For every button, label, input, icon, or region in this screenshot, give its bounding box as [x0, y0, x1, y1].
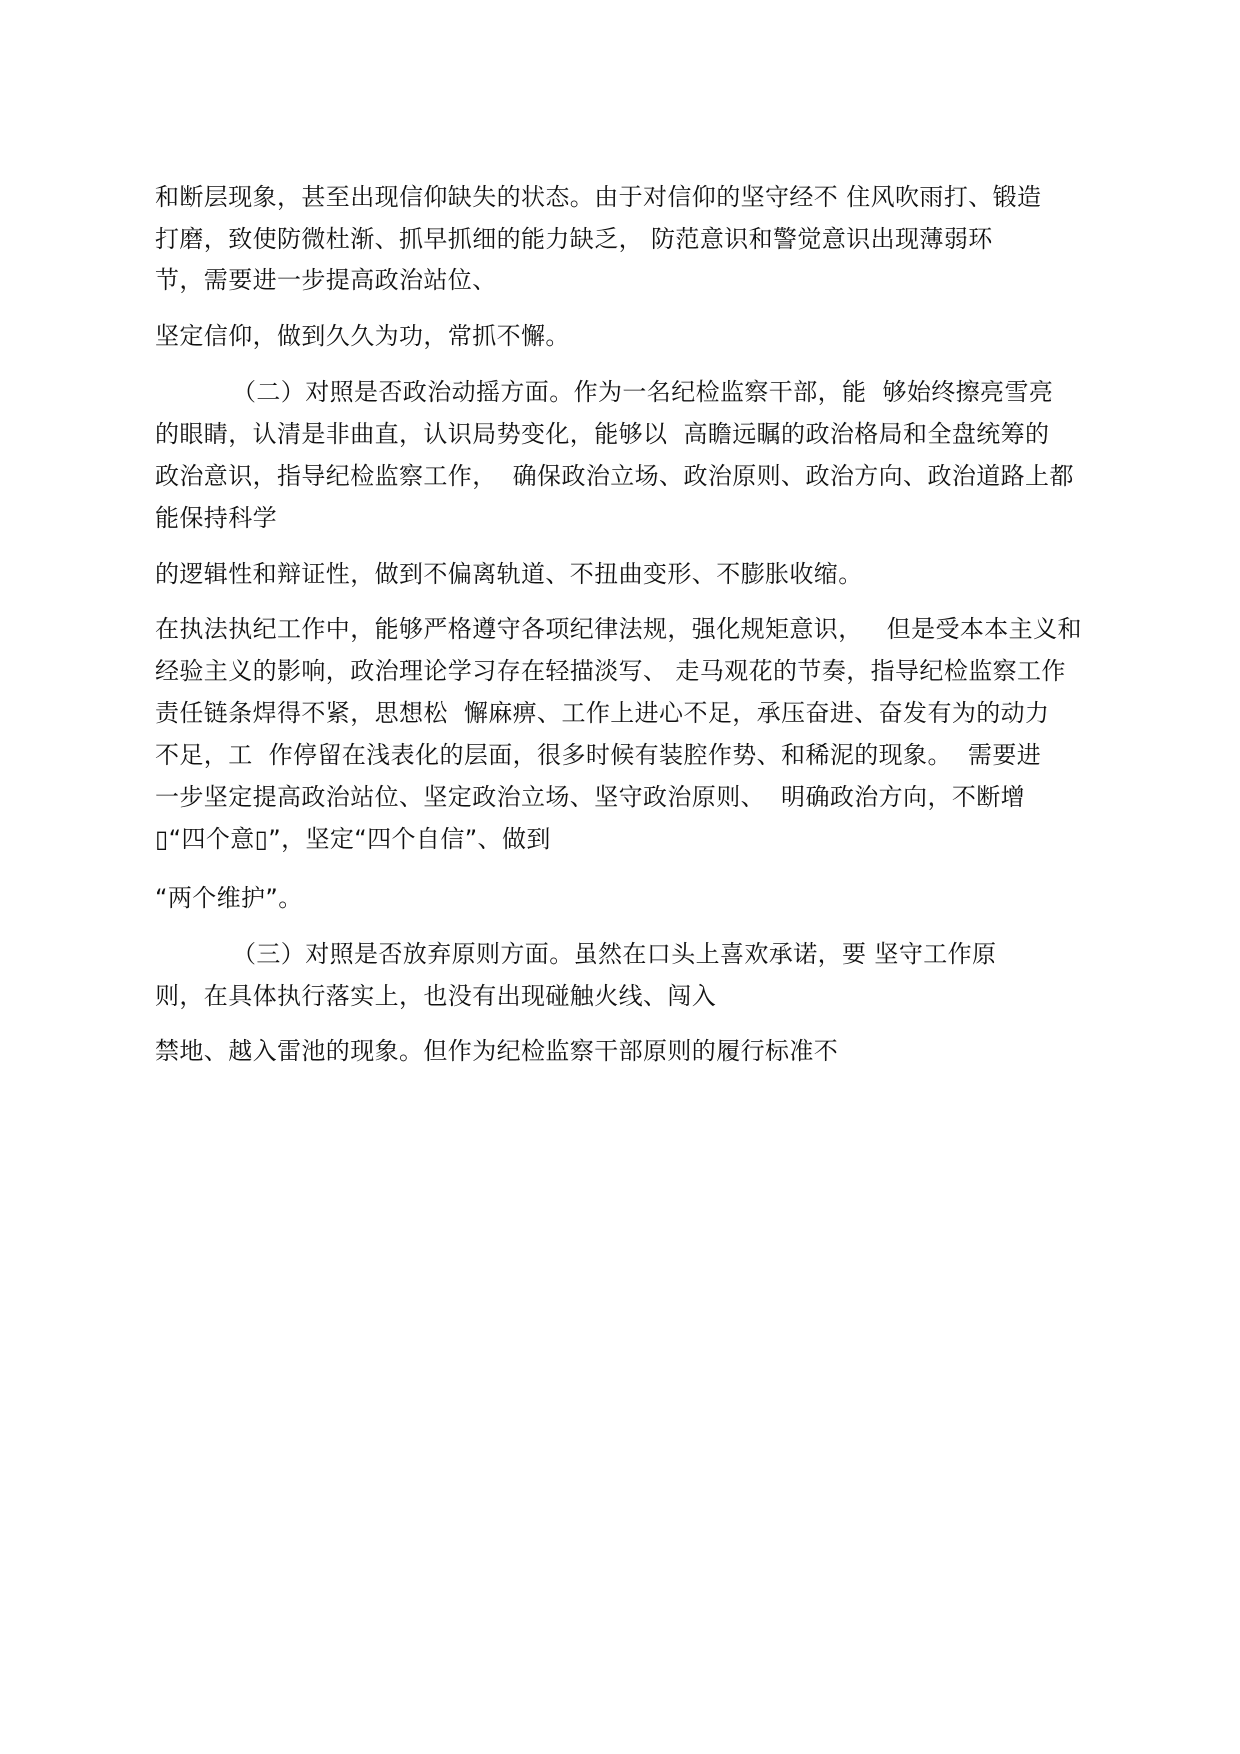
- text-line: “两个维护”。: [155, 884, 303, 912]
- text-line: 坚定信仰，做到久久为功，常抓不懈。: [155, 322, 570, 350]
- paragraph-heading-2: （二）对照是否政治动摇方面。作为一名纪检监察干部，能 够始终擦亮雪亮: [232, 378, 1054, 406]
- paragraph-heading-3: （三）对照是否放弃原则方面。虽然在口头上喜欢承诺，要 坚守工作原: [232, 940, 997, 968]
- text-line: 和断层现象，甚至出现信仰缺失的状态。由于对信仰的坚守经不 住风吹雨打、锻造: [155, 183, 1042, 211]
- text-line: ▯“四个意▯”，坚定“四个自信”、做到: [155, 825, 551, 853]
- text-line: 一步坚定提高政治站位、坚定政治立场、坚守政治原则、 明确政治方向，不断增: [155, 783, 1026, 811]
- text-line: 不足，工 作停留在浅表化的层面，很多时候有装腔作势、和稀泥的现象。 需要进: [155, 741, 1042, 769]
- text-line: 禁地、越入雷池的现象。但作为纪检监察干部原则的履行标准不: [155, 1037, 839, 1065]
- text-line: 打磨，致使防微杜渐、抓早抓细的能力缺乏， 防范意识和警觉意识出现薄弱环: [155, 225, 993, 253]
- text-line: 则，在具体执行落实上，也没有出现碰触火线、闯入: [155, 982, 717, 1010]
- text-line: 政治意识，指导纪检监察工作， 确保政治立场、政治原则、政治方向、政治道路上都: [155, 462, 1074, 490]
- text-line: 经验主义的影响，政治理论学习存在轻描淡写、 走马观花的节奏，指导纪检监察工作: [155, 657, 1066, 685]
- text-line: 责任链条焊得不紧，思想松 懈麻痹、工作上进心不足，承压奋进、奋发有为的动力: [155, 699, 1050, 727]
- text-line: 的逻辑性和辩证性，做到不偏离轨道、不扭曲变形、不膨胀收缩。: [155, 560, 863, 588]
- text-line: 的眼睛，认清是非曲直，认识局势变化，能够以 高瞻远瞩的政治格局和全盘统筹的: [155, 420, 1050, 448]
- text-line: 节，需要进一步提高政治站位、: [155, 266, 497, 294]
- text-line: 在执法执纪工作中，能够严格遵守各项纪律法规，强化规矩意识， 但是受本本主义和: [155, 615, 1082, 643]
- text-line: 能保持科学: [155, 504, 277, 532]
